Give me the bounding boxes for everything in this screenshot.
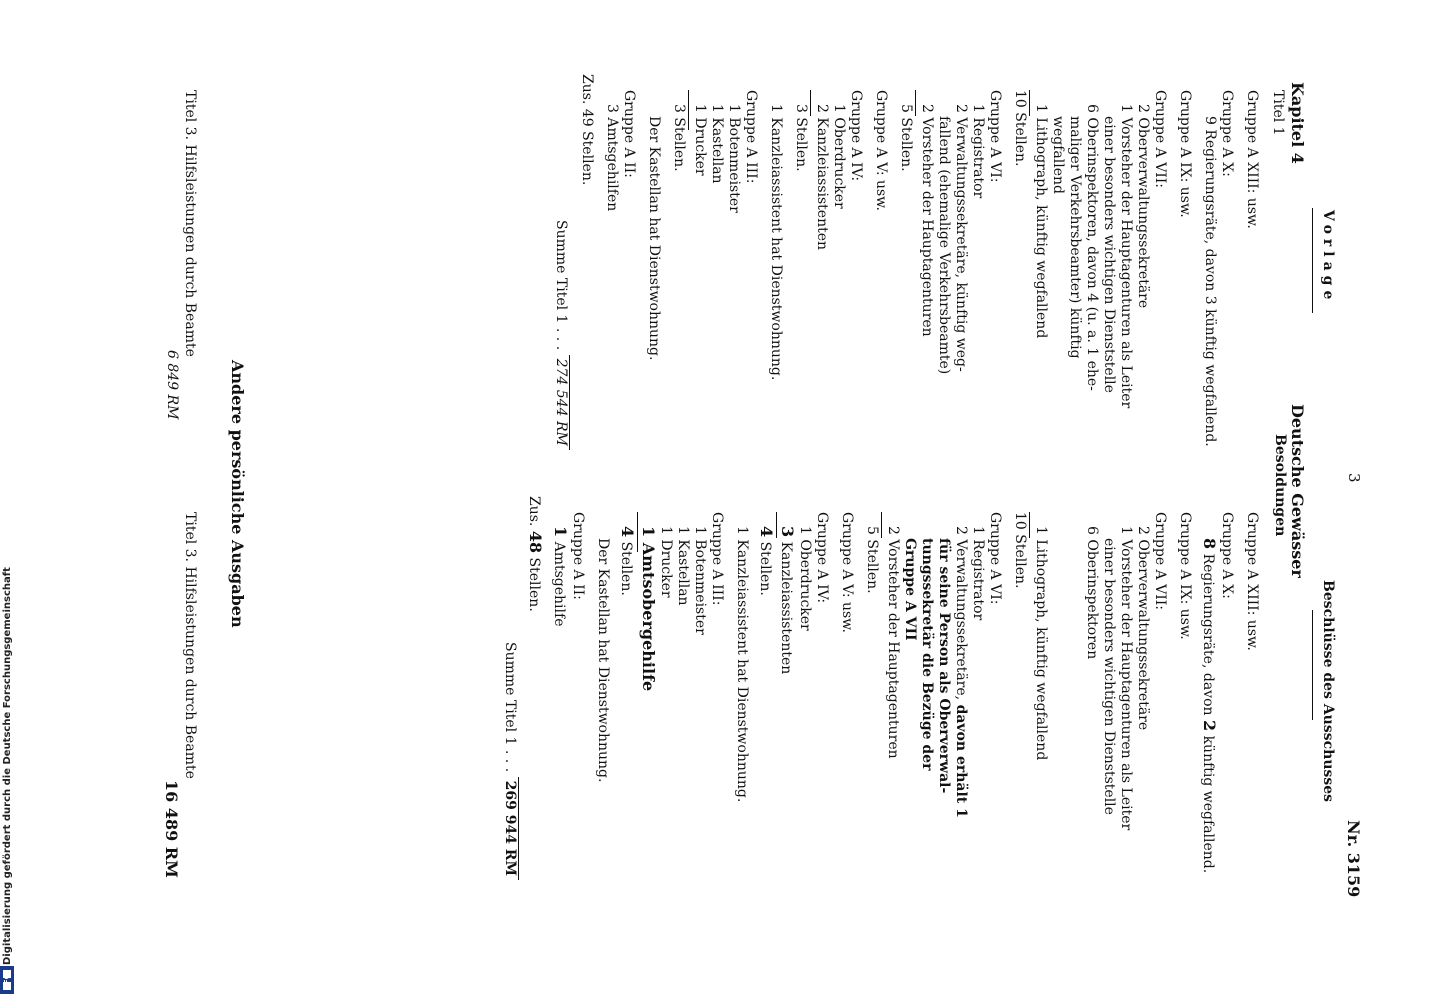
group-line: einer besonders wichtigen Dienststelle: [1101, 538, 1117, 815]
group-line: Gruppe A IX: usw.: [1177, 90, 1193, 218]
group-line: 1 Oberdrucker: [797, 526, 813, 631]
page-number: 3: [1345, 473, 1363, 483]
group-total: 5 Stellen.: [864, 526, 880, 594]
group-line: 6 Oberinspektoren: [1084, 526, 1100, 660]
group-line: 1 Amtsobergehilfe: [639, 526, 658, 692]
group-note: Der Kastellan hat Dienstwohnung.: [646, 116, 662, 361]
group-line: 6 Oberinspektoren, davon 4 (u. a. 1 ehe-: [1084, 104, 1100, 391]
sum-rule: [915, 90, 916, 116]
group-line: 2 Oberverwaltungssekretäre: [1135, 104, 1151, 309]
sum-rule: [1029, 90, 1030, 116]
grand-total-stellen: Zus. 48 Stellen.: [526, 496, 545, 612]
heading-vorlage: Vorlage: [1320, 210, 1336, 305]
group-head: Gruppe A X:: [1219, 512, 1235, 599]
group-line: 2 Kanzleiassistenten: [814, 104, 830, 251]
sum-titel-1: [552, 90, 570, 470]
sum-rule: [688, 90, 689, 130]
group-line: 1 Registrator: [970, 526, 986, 621]
group-total: 5 Stellen.: [898, 104, 914, 172]
right-column: [501, 496, 1260, 892]
group-line: tungssekretär die Bezüge der: [919, 538, 935, 771]
group-total: 4 Stellen.: [618, 526, 637, 596]
group-head: Gruppe A VI:: [987, 90, 1003, 183]
group-line: 1 Kastellan: [675, 526, 691, 606]
sum-value: 269 944 RM: [501, 777, 519, 880]
group-line: einer besonders wichtigen Dienststelle: [1101, 116, 1117, 393]
titel-3-right-label: Titel 3. Hilfsleistungen durch Beamte: [182, 512, 198, 779]
group-head: Gruppe A III:: [709, 512, 725, 606]
group-line: wegfallend: [1050, 116, 1066, 194]
titel-3-left-label: Titel 3. Hilfsleistungen durch Beamte: [182, 90, 198, 357]
group-line: 1 Botenmeister: [692, 526, 708, 635]
group-line: 1 Drucker: [692, 104, 708, 176]
group-line: 1 Lithograph, künftig wegfallend: [1033, 526, 1049, 761]
group-line: 1 Botenmeister: [726, 104, 742, 213]
group-total: 10 Stellen.: [1012, 512, 1028, 589]
group-line: 2 Oberverwaltungssekretäre: [1135, 526, 1151, 731]
group-line: 8 Regierungsräte, davon 2 künftig wegfallend.: [1200, 538, 1219, 874]
group-line: 3 Kanzleiassistenten: [778, 526, 797, 675]
group-line: 1 Kastellan: [709, 104, 725, 184]
sum-rule: [776, 512, 777, 538]
group-head: Gruppe A IV:: [848, 90, 864, 182]
group-head: Gruppe A III:: [743, 90, 759, 184]
group-line: Gruppe A XIII: usw.: [1244, 512, 1260, 651]
sum-rule: [810, 90, 811, 116]
titel-3-right-value: 16 489 RM: [162, 780, 181, 878]
sum-rule: [637, 512, 638, 552]
group-note: 1 Kanzleiassistent hat Dienstwohnung.: [768, 104, 784, 381]
group-head: Gruppe A IV:: [814, 512, 830, 604]
group-head: Gruppe A VII:: [1152, 90, 1168, 188]
sum-value: 274 544 RM: [552, 355, 570, 450]
titel-1-label: Titel 1: [1270, 90, 1286, 136]
group-line: 1 Lithograph, künftig wegfallend: [1033, 104, 1049, 339]
other-expenses-heading: Andere persönliche Ausgaben: [228, 360, 247, 628]
chapter-label: Kapitel 4: [1288, 82, 1307, 164]
group-line: 2 Verwaltungssekretäre, künftig weg-: [953, 104, 969, 372]
group-line: fallend (ehemalige Verkehrsbeamte): [936, 116, 952, 375]
group-line: 2 Verwaltungssekretäre, davon erhält 1: [953, 526, 969, 818]
group-line: 1 Vorsteher der Hauptagenturen als Leiter: [1118, 526, 1134, 831]
sum-label: Summe Titel 1 . . .: [553, 220, 569, 351]
heading-underline-right: [1312, 610, 1313, 720]
group-total: 4 Stellen.: [757, 526, 776, 596]
group-total: 3 Stellen.: [793, 104, 809, 172]
group-line: 2 Vorsteher der Hauptagenturen: [885, 526, 901, 759]
group-line: Gruppe A V: usw.: [873, 90, 889, 211]
group-line: Gruppe A V: usw.: [839, 512, 855, 633]
document-number: Nr. 3159: [1344, 820, 1363, 898]
sum-rule: [1029, 512, 1030, 538]
group-line: 1 Oberdrucker: [831, 104, 847, 209]
grand-total-stellen: Zus. 49 Stellen.: [579, 74, 595, 186]
group-note: Der Kastellan hat Dienstwohnung.: [595, 538, 611, 783]
group-head: Gruppe A II:: [621, 90, 637, 178]
group-head: Gruppe A VII:: [1152, 512, 1168, 610]
section-title: Deutsche Gewässer: [1288, 404, 1307, 578]
group-note: 1 Kanzleiassistent hat Dienstwohnung.: [734, 526, 750, 803]
titel-3-left-value: 6 849 RM: [164, 350, 180, 420]
sum-label: Summe Titel 1 . . .: [502, 642, 518, 773]
left-column: [552, 74, 1260, 470]
group-line: 9 Regierungsräte, davon 3 künftig wegfallend.: [1202, 116, 1218, 447]
group-line: 1 Drucker: [658, 526, 674, 598]
group-line: 1 Vorsteher der Hauptagenturen als Leiter: [1118, 104, 1134, 409]
group-head: Gruppe A X:: [1219, 90, 1235, 177]
group-line: für seine Person als Oberverwal-: [936, 538, 952, 794]
group-line: Gruppe A VII: [902, 538, 918, 641]
heading-beschluesse: Beschlüsse des Ausschusses: [1320, 580, 1336, 803]
sum-titel-1: [501, 512, 519, 892]
group-head: Gruppe A II:: [570, 512, 586, 600]
dfg-logo-label: DFG: [3, 973, 11, 990]
group-line: 3 Amtsgehilfen: [604, 104, 620, 212]
group-line: Gruppe A IX: usw.: [1177, 512, 1193, 640]
sum-rule: [881, 512, 882, 538]
group-total: 10 Stellen.: [1012, 90, 1028, 167]
group-head: Gruppe A VI:: [987, 512, 1003, 605]
group-line: 1 Registrator: [970, 104, 986, 199]
group-line: 2 Vorsteher der Hauptagenturen: [919, 104, 935, 337]
heading-underline-left: [1312, 208, 1313, 313]
section-subtitle: Besoldungen: [1272, 434, 1288, 537]
group-line: maliger Verkehrsbeamter) künftig: [1067, 116, 1083, 359]
group-line: Gruppe A XIII: usw.: [1244, 90, 1260, 229]
group-total: 3 Stellen.: [671, 104, 687, 172]
group-line: 1 Amtsgehilfe: [551, 526, 570, 627]
